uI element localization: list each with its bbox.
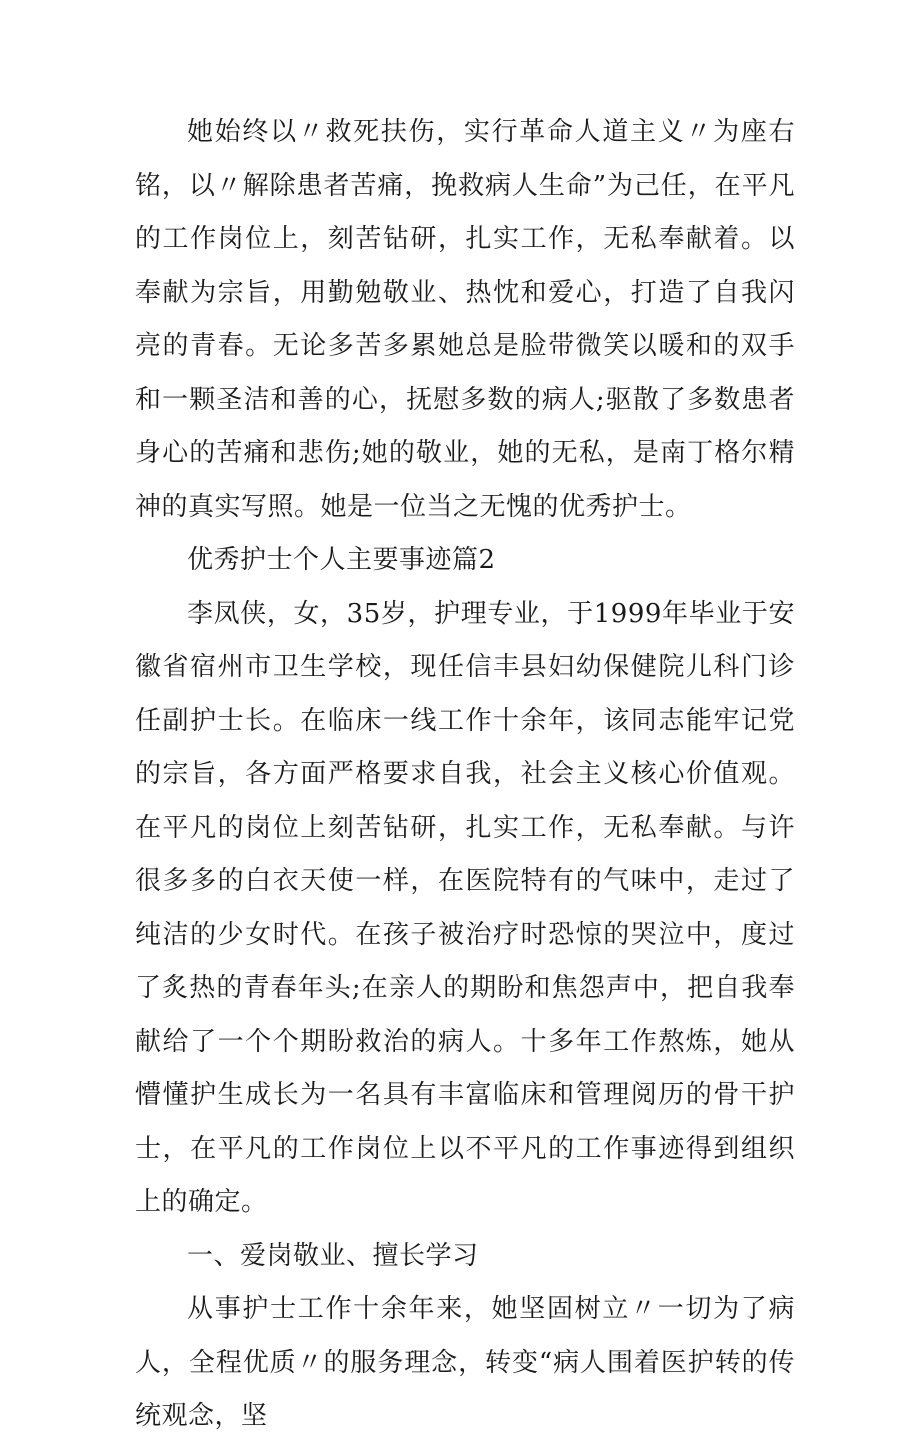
document-body — [135, 106, 795, 1444]
subsection-title: 一、爱岗敬业、擅长学习 — [187, 1240, 479, 1271]
paragraph-service: 从事护士工作十余年来，她坚固树立〃一切为了病人，全程优质〃的服务理念，转变“病人围着医护转的传统观念，坚 — [135, 1294, 795, 1431]
section-title: 优秀护士个人主要事迹篇2 — [187, 545, 496, 575]
paragraph-intro: 她始终以〃救死扶伤，实行革命人道主义〃为座右铭，以〃解除患者苦痛，挽救病人生命”为己任，在平凡的工作岗位上，刻苦钻研，扎实工作，无私奉献着。以奉献为宗旨，用勤勉敬业、热忱和爱心，打造了自我闪亮的青春。无论多苦多累她总是脸带微笑以暖和的双手和一颗圣洁和善的心，抚慰多数的病人;驱散了多数患者身心的苦痛和悲伤;她的敬业，她的无私，是南丁格尔精神的真实写照。她是一位当之无愧的优秀护士。 — [135, 117, 795, 522]
paragraph-profile: 李凤侠，女，35岁，护理专业，于1999年毕业于安徽省宿州市卫生学校，现任信丰县妇幼保健院儿科门诊任副护士长。在临床一线工作十余年，该同志能牢记党的宗旨，各方面严格要求自我，社会主义核心价值观。在平凡的岗位上刻苦钻研，扎实工作，无私奉献。与许很多多的白衣天使一样，在医院特有的气味中，走过了纯洁的少女时代。在孩子被治疗时恐惊的哭泣中，度过了炙热的青春年头;在亲人的期盼和焦怨声中，把自我奉献给了一个个期盼救治的病人。十多年工作熬炼，她从懵懂护生成长为一名具有丰富临床和管理阅历的骨干护士，在平凡的工作岗位上以不平凡的工作事迹得到组织上的确定。 — [135, 598, 795, 1217]
